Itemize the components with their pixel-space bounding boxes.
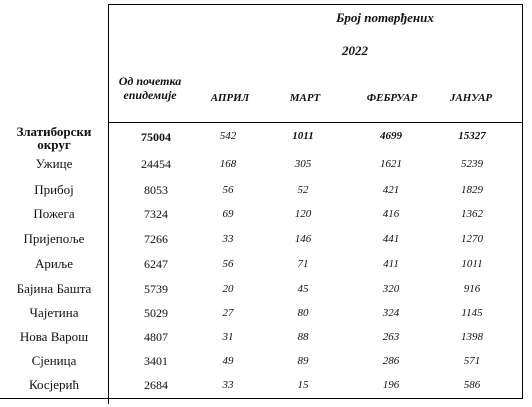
table-cell: 15327	[458, 130, 486, 142]
table-cell: 49	[222, 355, 234, 367]
table-row-label: Косјерић	[29, 377, 79, 392]
table-cell: 320	[382, 283, 400, 295]
table-cell: 7324	[144, 207, 168, 221]
table-cell: 441	[382, 233, 400, 245]
table-cell: 263	[382, 331, 400, 343]
table-row-label: Нова Варош	[19, 329, 89, 344]
table-right-border	[522, 4, 523, 399]
column-april: АПРИЛ	[210, 92, 250, 104]
table-cell: 916	[463, 283, 481, 295]
table-cell: 56	[222, 258, 234, 270]
table-cell: 80	[297, 307, 309, 319]
table-cell: 7266	[144, 232, 168, 246]
table-cell: 146	[294, 233, 312, 245]
table-row-label: Чајетина	[29, 305, 79, 320]
table-cell: 5029	[144, 306, 168, 320]
table-row-label: Сјеница	[31, 353, 77, 368]
table-cell: 411	[383, 258, 399, 270]
table-cell: 15	[297, 379, 309, 391]
column-february: ФЕБРУАР	[366, 92, 418, 104]
table-cell: 1621	[380, 158, 402, 170]
table-cell: 4699	[380, 130, 402, 142]
table-cell: 416	[382, 208, 400, 220]
table-cell: 196	[382, 379, 400, 391]
table-cell: 1270	[461, 233, 483, 245]
table-row-label: Ужице	[35, 156, 73, 171]
table-left-divider	[108, 4, 109, 404]
table-title: Број потврђених	[336, 10, 434, 25]
column-since-start: Од почетка епидемије	[118, 74, 182, 102]
table-cell: 88	[297, 331, 309, 343]
table-cell: 20	[222, 283, 234, 295]
table-cell: 1362	[461, 208, 483, 220]
table-cell: 586	[463, 379, 481, 391]
table-cell: 89	[297, 355, 309, 367]
table-cell: 324	[382, 307, 400, 319]
table-row-label: Пријепоље	[23, 231, 85, 246]
table-cell: 56	[222, 184, 234, 196]
column-january: ЈАНУАР	[449, 92, 493, 104]
table-cell: 1829	[461, 184, 483, 196]
table-cell: 27	[222, 307, 234, 319]
table-cell: 52	[297, 184, 309, 196]
table-cell: 3401	[144, 354, 168, 368]
table-cell: 4807	[144, 330, 168, 344]
table-cell: 5239	[461, 158, 483, 170]
table-row-label: Прибој	[34, 182, 74, 197]
table-cell: 45	[297, 283, 309, 295]
table-row-label: Пожега	[33, 206, 75, 221]
table-cell: 421	[382, 184, 400, 196]
table-cell: 33	[222, 233, 234, 245]
table-cell: 33	[222, 379, 234, 391]
table-cell: 1398	[461, 331, 483, 343]
table-cell: 6247	[144, 257, 168, 271]
table-cell: 75004	[141, 130, 171, 144]
table-header-divider	[108, 122, 523, 123]
table-year: 2022	[342, 43, 368, 58]
table-cell: 1011	[461, 258, 483, 270]
table-cell: 71	[297, 258, 309, 270]
table-cell: 168	[219, 158, 237, 170]
table-cell: 8053	[144, 183, 168, 197]
table-cell: 305	[294, 158, 312, 170]
table-row-label: Ариље	[34, 256, 74, 271]
table-cell: 2684	[144, 378, 168, 392]
table-cell: 69	[222, 208, 234, 220]
table-cell: 542	[219, 130, 237, 142]
table-cell: 120	[294, 208, 312, 220]
table-cell: 24454	[141, 157, 171, 171]
table-cell: 5739	[144, 282, 168, 296]
table-cell: 1145	[461, 307, 483, 319]
table-cell: 31	[222, 331, 234, 343]
table-row-label: Бајина Башта	[16, 281, 92, 296]
column-march: МАРТ	[289, 92, 321, 104]
table-bottom-border	[0, 398, 523, 399]
table-cell: 1011	[292, 130, 314, 142]
table-top-border	[108, 4, 523, 5]
table-row-label: Златиборски округ	[16, 124, 92, 152]
table-cell: 286	[382, 355, 400, 367]
table-cell: 571	[463, 355, 481, 367]
